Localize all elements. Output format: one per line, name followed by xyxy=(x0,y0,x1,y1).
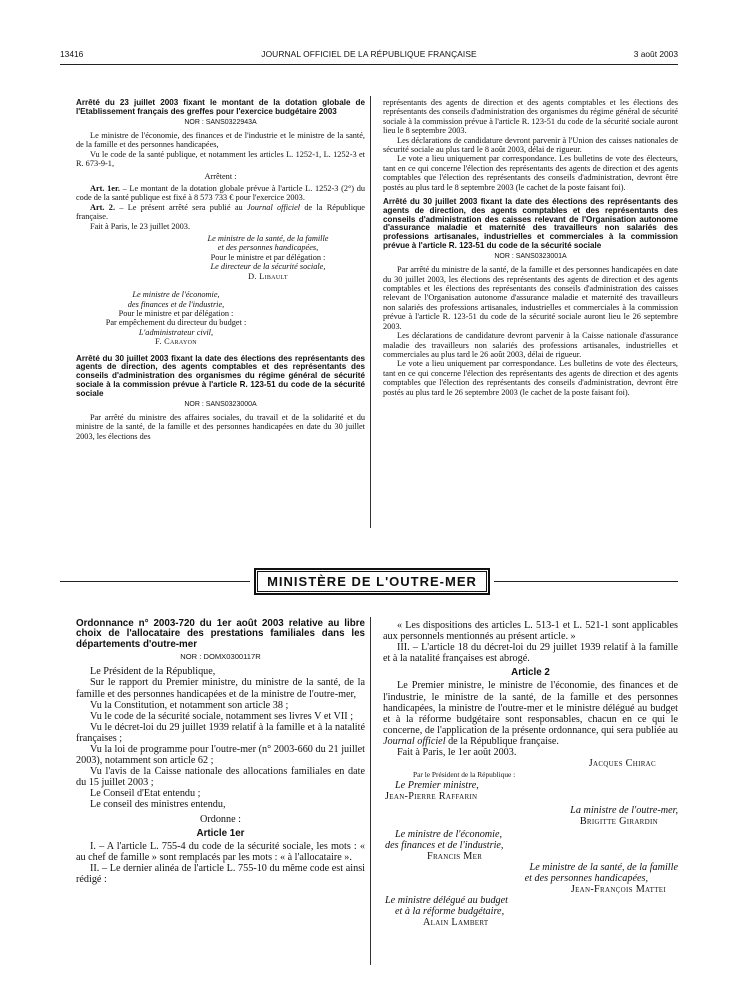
article-label: Art. 2. xyxy=(90,202,116,212)
paragraph: Le ministre de l'économie, des finances et de l'industrie et le ministre de la santé, de la famille et des personnes handicapées, xyxy=(76,131,365,150)
paragraph: Vu le code de la sécurité sociale, notamment ses livres V et VII ; xyxy=(90,710,354,722)
nor-reference: NOR : DOMX0300117R xyxy=(180,652,261,662)
signatory-title: Le ministre de l'économie, xyxy=(132,290,220,300)
signatory-title: Le Premier ministre, xyxy=(395,780,479,792)
signatory-name: Francis Mer xyxy=(427,850,483,862)
article-text: – Le présent arrêté sera publié au xyxy=(115,202,247,212)
article-1 xyxy=(76,184,365,203)
column-divider-lower xyxy=(370,617,371,965)
arretent-label: Arrêtent : xyxy=(204,171,237,181)
article-2 xyxy=(76,203,365,222)
paragraph: Vu la loi de programme pour l'outre-mer (n° 2003-660 du 21 juillet 2003), notamment son article 62 ; xyxy=(76,743,365,767)
signatory-name: Brigitte Girardin xyxy=(579,815,658,827)
paragraph: Le vote a lieu uniquement par correspondance. Les bulletins de vote des électeurs, tant en ce qui concerne l'élection des représentants des agents de direction et des agents comptables que l'élection des représentants des conseils d'administration, devront être postés au plus tard le 8 septembre 2003 (le cachet de la poste faisant foi). xyxy=(383,154,678,192)
issue-date: 3 août 2003 xyxy=(633,49,678,59)
paragraph: Par arrêté du ministre des affaires sociales, du travail et de la solidarité et du ministre de la santé, de la famille et des personnes handicapées en date du 30 juillet 2003, les élections des xyxy=(76,412,365,441)
column-divider-upper xyxy=(370,96,371,528)
delegation-line: Par empêchement du directeur du budget : xyxy=(105,318,247,328)
decree-title: Arrêté du 23 juillet 2003 fixant le montant de la dotation globale de l'Etablissement français des greffes pour l'exercice budgétaire 2003 xyxy=(76,98,365,116)
signatory-title: et à la réforme budgétaire, xyxy=(395,906,505,918)
signatory-title: La ministre de l'outre-mer, xyxy=(570,804,678,816)
journal-title: JOURNAL OFFICIEL DE LA RÉPUBLIQUE FRANÇAISE xyxy=(261,49,477,59)
ministry-banner: MINISTÈRE DE L'OUTRE-MER xyxy=(254,568,490,595)
article-heading: Article 2 xyxy=(511,667,550,679)
right-lower-column xyxy=(383,620,678,929)
journal-reference: Journal officiel xyxy=(246,202,301,212)
paragraph: Sur le rapport du Premier ministre, du ministre de la santé, de la famille et des personnes handicapées et de la ministre de l'outre-mer, xyxy=(76,677,365,700)
signatory-title: Le directeur de la sécurité sociale, xyxy=(210,262,326,272)
article-text: de la République française. xyxy=(76,202,365,222)
signatory-title: et des personnes handicapées, xyxy=(217,243,319,253)
paragraph: Vu l'avis de la Caisse nationale des allocations familiales en date du 15 juillet 2003 ; xyxy=(76,766,365,789)
article-heading: Article 1er xyxy=(196,827,245,839)
paragraph: Le vote a lieu uniquement par correspondance. Les bulletins de vote des électeurs, tant en ce qui concerne l'élection des représentants des agents de direction et des agents comptables que l'élection des représentants des conseils d'administration, devront être postés au plus tard le 26 septembre 2003 (le cachet de la poste faisant foi). xyxy=(383,359,678,397)
delegation-line: Pour le ministre et par délégation : xyxy=(210,252,326,262)
signatory-name: Alain Lambert xyxy=(423,917,489,929)
signatory-title: Le ministre de la santé, de la famille xyxy=(207,234,329,244)
nor-reference: NOR : SANS0323001A xyxy=(494,252,567,260)
paragraph: Vu le décret-loi du 29 juillet 1939 relatif à la famille et à la natalité françaises ; xyxy=(76,721,365,744)
right-upper-column xyxy=(383,98,678,397)
decree-title: Arrêté du 30 juillet 2003 fixant la date des élections des représentants des agents de direction, des agents comptables et des représentants des conseils d'administration des caisses relevant de l'Organisation autonome d'assurance maladie et maternité des travailleurs non salariés des professions artisanales, industrielles et commerciales à la commission prévue à l'article R. 123-51 du code de la sécurité sociale xyxy=(383,197,678,251)
fait-a-paris: Fait à Paris, le 1er août 2003. xyxy=(397,747,517,759)
page-number: 13416 xyxy=(60,49,84,59)
signatory-name: D. Libault xyxy=(248,271,288,281)
article-text: Le Premier ministre, le ministre de l'économie, des finances et de l'industrie, le ministre de la santé, de la famille et des personnes handicapées, la ministre de l'outre-mer et le ministre délégué au budget et à la réforme budgétaire sont responsables, chacun en ce qui le concerne, de l'application de la présente ordonnance, qui sera publiée au xyxy=(383,680,678,736)
paragraph: Le Conseil d'Etat entendu ; xyxy=(90,788,201,800)
banner-rule-right xyxy=(494,581,678,582)
paragraph: « Les dispositions des articles L. 513-1 et L. 521-1 sont applicables aux personnels mentionnés au présent article. » xyxy=(383,620,678,643)
paragraph: Les déclarations de candidature devront parvenir à l'Union des caisses nationales de sécurité sociale au plus tard le 8 août 2003, délai de rigueur. xyxy=(383,135,678,155)
nor-reference: NOR : SANS0322943A xyxy=(184,118,257,126)
banner-rule-left xyxy=(60,581,250,582)
nor-reference: NOR : SANS0323000A xyxy=(184,400,257,408)
ordinance-title: Ordonnance n° 2003-720 du 1er août 2003 relative au libre choix de l'allocataire des prestations familiales dans les départements d'outre-mer xyxy=(76,618,365,650)
paragraph xyxy=(383,680,678,747)
signatory-title: Le ministre délégué au budget xyxy=(385,895,508,907)
page-header xyxy=(60,49,678,63)
paragraph: III. – L'article 18 du décret-loi du 29 juillet 1939 relatif à la famille et à la natalité françaises est abrogé. xyxy=(383,642,678,665)
paragraph: Vu la Constitution, et notamment son article 38 ; xyxy=(90,699,289,711)
signature-block xyxy=(171,234,365,281)
paragraph: Le Président de la République, xyxy=(90,666,216,678)
paragraph: Le conseil des ministres entendu, xyxy=(90,799,226,811)
header-rule xyxy=(60,64,678,65)
paragraph: Par arrêté du ministre de la santé, de la famille et des personnes handicapées en date du 30 juillet 2003, les élections des représentants des agents de direction et des agents comptables et les élections des représentants des conseils d'administration des caisses relevant de l'Organisation autonome d'assurance maladie et maternité des travailleurs non salariés des professions artisanales, industrielles et commerciales à la commission prévue à l'article R. 123-51 du code de la sécurité sociale auront lieu le 26 septembre 2003. xyxy=(383,265,678,331)
delegation-line: Pour le ministre et par délégation : xyxy=(118,308,234,318)
left-lower-column xyxy=(76,617,365,885)
signatory-title: des finances et de l'industrie, xyxy=(385,839,504,851)
par-president-line: Par le Président de la République : xyxy=(413,770,516,780)
paragraph: II. – Le dernier alinéa de l'article L. 755-10 du même code est ainsi rédigé : xyxy=(76,862,365,885)
fait-a-paris: Fait à Paris, le 23 juillet 2003. xyxy=(90,221,191,231)
signatory-name: Jean-Pierre Raffarin xyxy=(385,791,478,803)
decree-title: Arrêté du 30 juillet 2003 fixant la date des élections des représentants des agents de direction, des agents comptables et des représentants des conseils d'administration des organismes du régime général de sécurité sociale à la commission prévue à l'article R. 123-51 du code de la sécurité sociale xyxy=(76,353,365,398)
signatory-title: Le ministre de l'économie, xyxy=(395,828,503,840)
signature-block xyxy=(76,290,276,346)
ordonne-label: Ordonne : xyxy=(199,813,242,825)
signatory-title: L'administrateur civil, xyxy=(138,327,214,337)
signatory-title: et des personnes handicapées, xyxy=(524,873,648,885)
paragraph: I. – A l'article L. 755-4 du code de la sécurité sociale, les mots : « au chef de famille » sont remplacés par les mots : « à l'allocataire ». xyxy=(76,840,365,863)
president-name: Jacques Chirac xyxy=(588,758,656,770)
signatory-name: Jean-François Mattei xyxy=(570,884,666,896)
article-text: – Le montant de la dotation globale prévue à l'article L. 1252-3 (2°) du code de la santé publique est fixé à 8 573 733 € pour l'exercice 2003. xyxy=(76,184,365,203)
article-text: de la République française. xyxy=(445,735,559,747)
paragraph: Les déclarations de candidature devront parvenir à la Caisse nationale d'assurance maladie des travailleurs non salariés des professions artisanales, industrielles et commerciales au plus tard le 26 août 2003, délai de rigueur. xyxy=(383,331,678,359)
signatory-title: des finances et de l'industrie, xyxy=(127,299,225,309)
paragraph: représentants des agents de direction et des agents comptables et les élections des représentants des conseils d'administration des organismes du régime général de sécurité sociale à la commission prévue à l'article R. 123-51 du code de la sécurité sociale auront lieu le 8 septembre 2003. xyxy=(383,98,678,136)
article-label: Art. 1er. xyxy=(90,184,120,194)
paragraph: Vu le code de la santé publique, et notamment les articles L. 1252-1, L. 1252-3 et R. 673-9-1, xyxy=(76,149,365,169)
journal-reference: Journal officiel xyxy=(383,735,446,747)
signatory-name: F. Carayon xyxy=(155,337,197,347)
left-upper-column xyxy=(76,97,365,441)
signatory-title: Le ministre de la santé, de la famille xyxy=(529,861,678,873)
